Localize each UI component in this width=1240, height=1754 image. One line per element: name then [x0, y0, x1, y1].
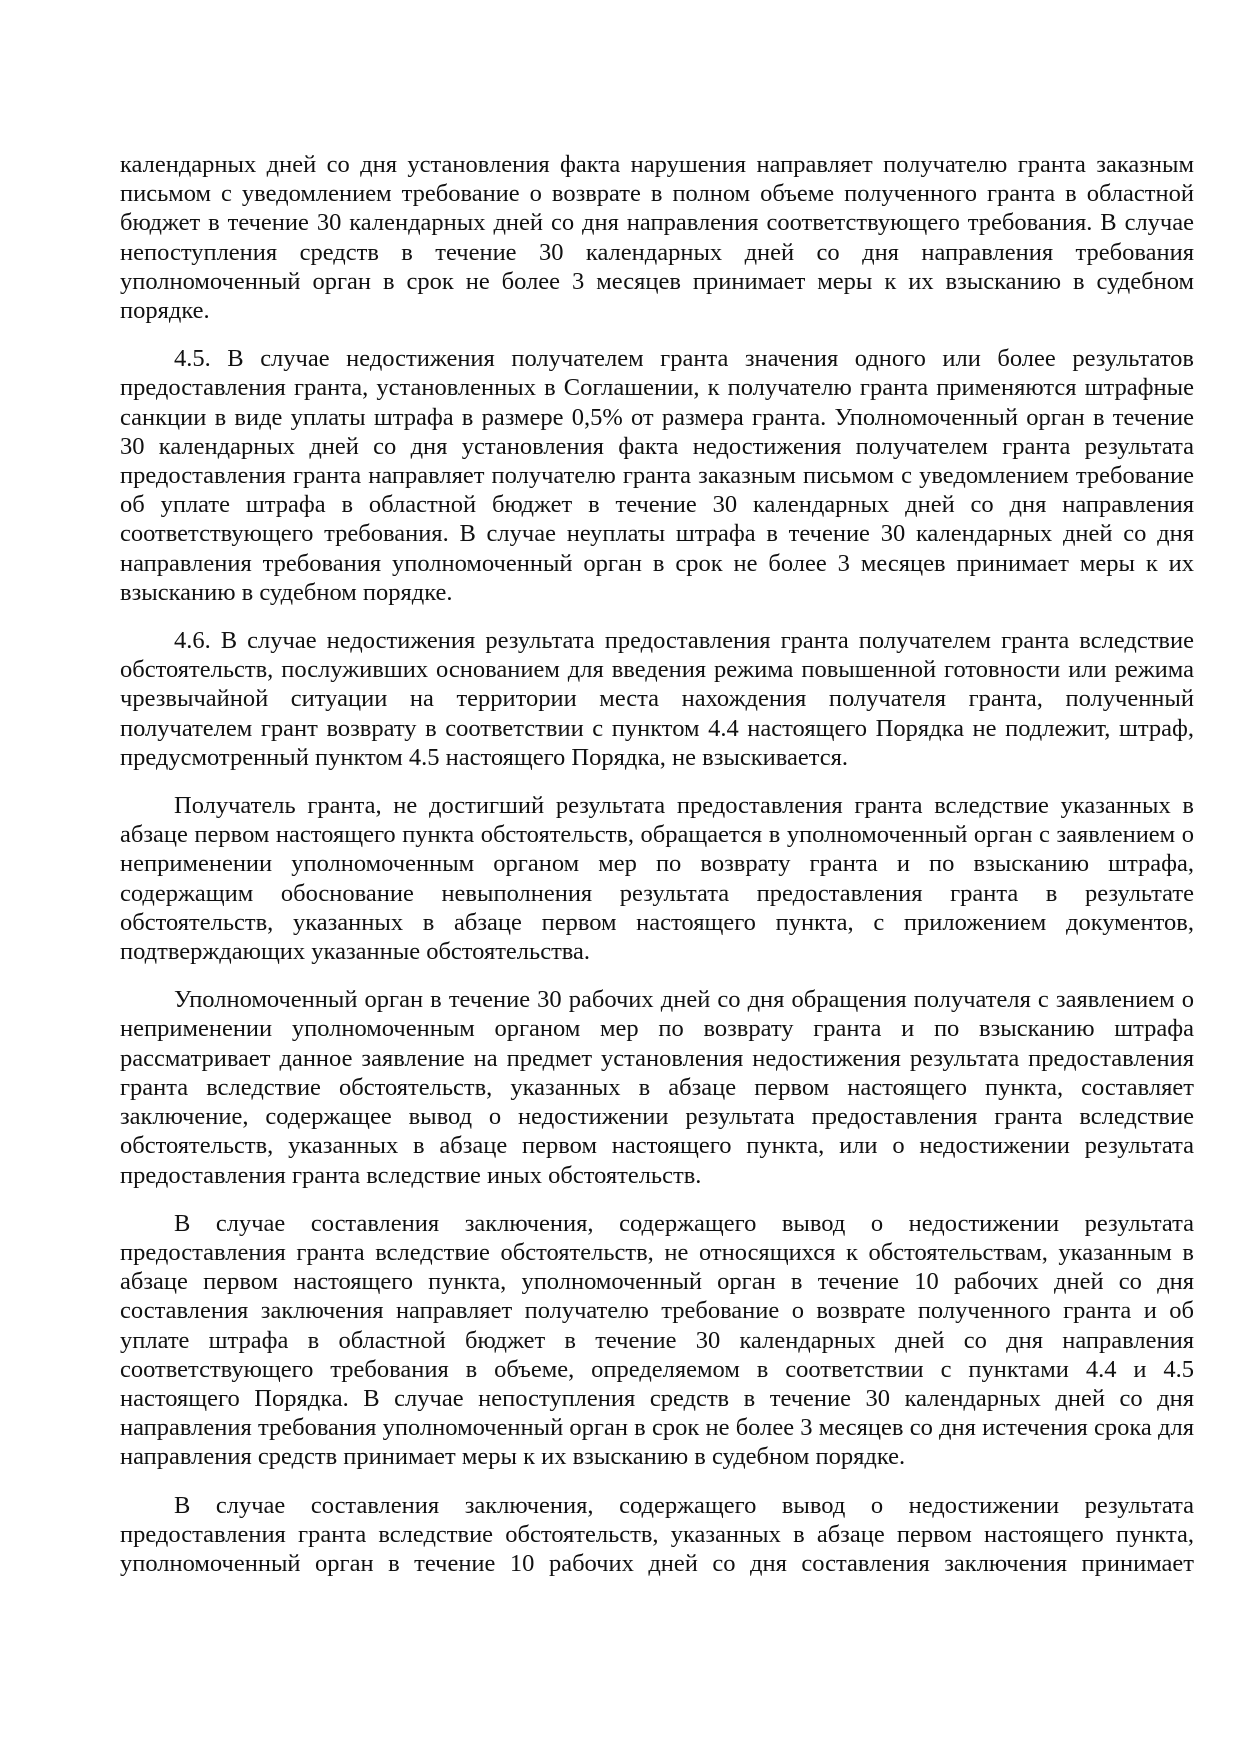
paragraph-specified-circumstances: В случае составления заключения, содержащего вывод о недостижении результата предоставления гранта вследствие обстоятельств, указанных в абзаце первом настоящего пункта, уполномоченный орган в течение 10 рабочих дней со дня составления заключения принимает [120, 1491, 1194, 1577]
paragraph-recipient-application: Получатель гранта, не достигший результата предоставления гранта вследствие указанных в абзаце первом настоящего пункта обстоятельств, обращается в уполномоченный орган с заявлением о неприменении уполномоченным органом мер по возврату гранта и по взысканию штрафа, содержащим обоснование невыполнения результата предоставления гранта в результате обстоятельств, указанных в абзаце первом настоящего пункта, с приложением документов, подтверждающих указанные обстоятельства. [120, 792, 1194, 966]
paragraph-other-circumstances: В случае составления заключения, содержащего вывод о недостижении результата предоставления гранта вследствие обстоятельств, не относящихся к обстоятельствам, указанным в абзаце первом настоящего пункта, уполномоченный орган в течение 10 рабочих дней со дня составления заключения направляет получателю требование о возврате полученного гранта и об уплате штрафа в областной бюджет в течение 30 календарных дней со дня направления соответствующего требования в объеме, определяемом в соответствии с пунктами 4.4 и 4.5 настоящего Порядка. В случае непоступления средств в течение 30 календарных дней со дня направления требования уполномоченный орган в срок не более 3 месяцев со дня истечения срока для направления средств принимает меры к их взысканию в судебном порядке. [120, 1209, 1194, 1471]
paragraph-authority-review: Уполномоченный орган в течение 30 рабочих дней со дня обращения получателя с заявлением о неприменении уполномоченным органом мер по возврату гранта и по взысканию штрафа рассматривает данное заявление на предмет установления недостижения результата предоставления гранта вследствие обстоятельств, указанных в абзаце первом настоящего пункта, составляет заключение, содержащее вывод о недостижении результата предоставления гранта вследствие обстоятельств, указанных в абзаце первом настоящего пункта, или о недостижении результата предоставления гранта вследствие иных обстоятельств. [120, 986, 1194, 1189]
paragraph-4-5: 4.5. В случае недостижения получателем гранта значения одного или более результатов предоставления гранта, установленных в Соглашении, к получателю гранта применяются штрафные санкции в виде уплаты штрафа в размере 0,5% от размера гранта. Уполномоченный орган в течение 30 календарных дней со дня установления факта недостижения получателем гранта результата предоставления гранта направляет получателю гранта заказным письмом с уведомлением требование об уплате штрафа в областной бюджет в течение 30 календарных дней со дня направления соответствующего требования. В случае неуплаты штрафа в течение 30 календарных дней со дня направления требования уполномоченный орган в срок не более 3 месяцев принимает меры к их взысканию в судебном порядке. [120, 345, 1194, 606]
document-page [120, 150, 1194, 1597]
paragraph-4-6: 4.6. В случае недостижения результата предоставления гранта получателем гранта вследствие обстоятельств, послуживших основанием для введения режима повышенной готовности или режима чрезвычайной ситуации на территории места нахождения получателя гранта, полученный получателем грант возврату в соответствии с пунктом 4.4 настоящего Порядка не подлежит, штраф, предусмотренный пунктом 4.5 настоящего Порядка, не взыскивается. [120, 627, 1194, 771]
paragraph-continuation: календарных дней со дня установления факта нарушения направляет получателю гранта заказным письмом с уведомлением требование о возврате в полном объеме полученного гранта в областной бюджет в течение 30 календарных дней со дня направления соответствующего требования. В случае непоступления средств в течение 30 календарных дней со дня направления требования уполномоченный орган в срок не более 3 месяцев принимает меры к их взысканию в судебном порядке. [120, 151, 1194, 325]
